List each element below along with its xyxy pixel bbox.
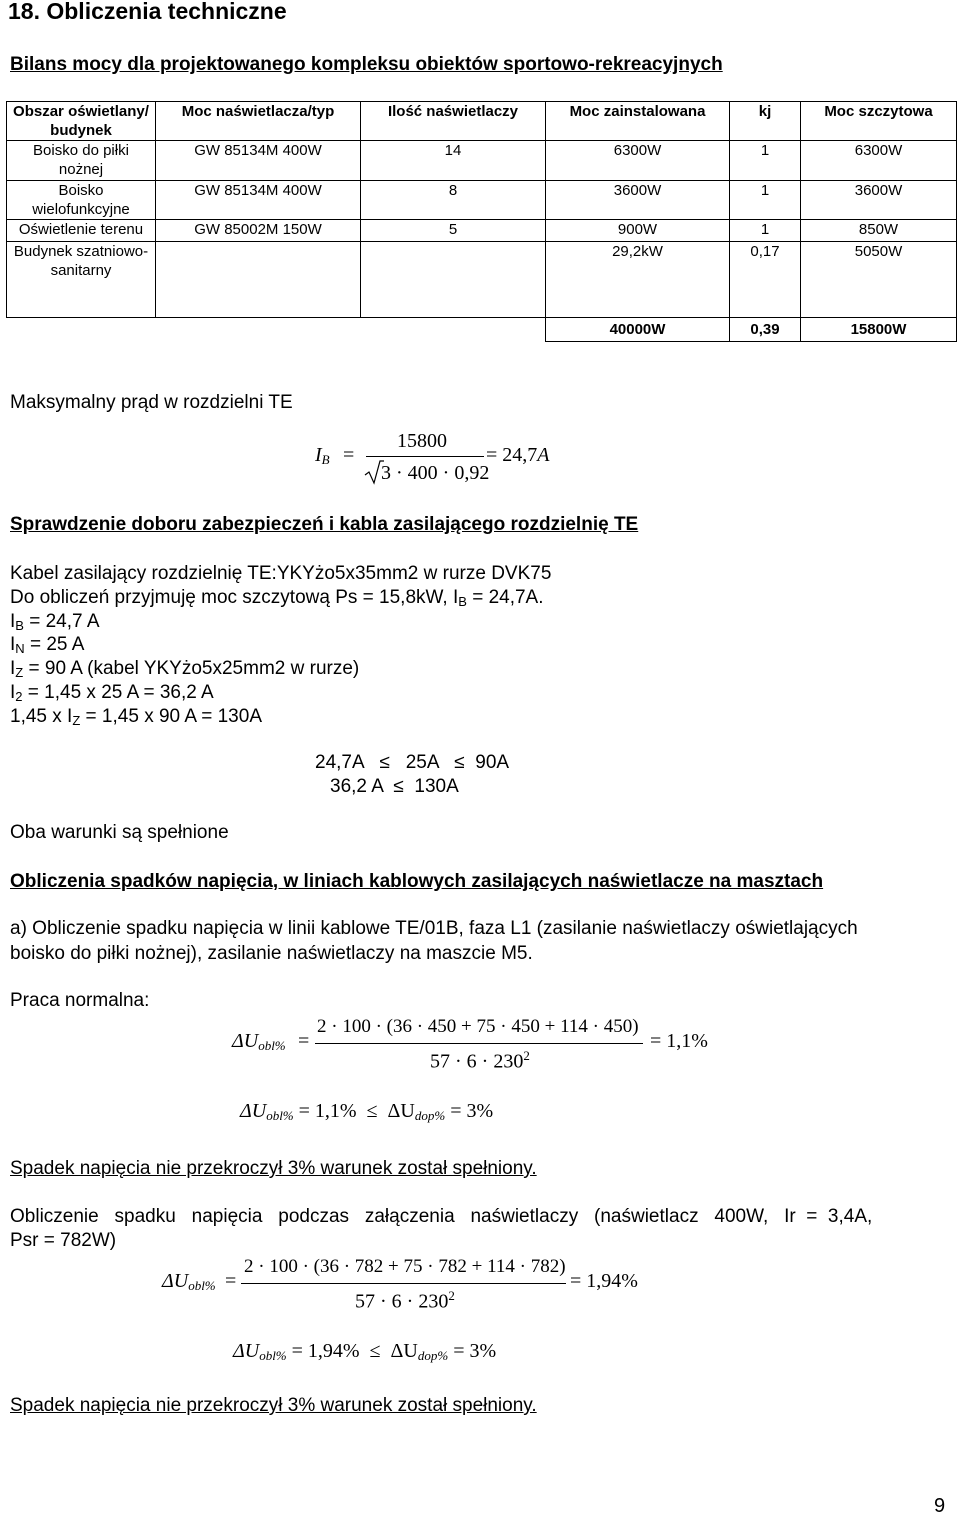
header-cell: kj (730, 102, 801, 141)
in-line: $I_N = 25$ A (10, 634, 85, 656)
voltage-drop-heading: Obliczenia spadków napięcia, w liniach kablowych zasilających naświetlacze na masztach (10, 871, 824, 892)
table-row (7, 181, 957, 220)
fraction-bar (241, 1283, 566, 1284)
table-cell: GW 85002M 150W (156, 220, 361, 242)
table-cell: 14 (361, 141, 546, 181)
table-row (7, 220, 957, 242)
page-number: 9 (934, 1495, 946, 1517)
table-cell: 3600W (801, 181, 957, 220)
total-cell: 40000W (546, 318, 730, 342)
header-cell: Moc zainstalowana (546, 102, 730, 141)
table-cell: Budynek szatniowo-sanitarny (7, 242, 156, 318)
table-cell: 6300W (546, 141, 730, 181)
empty-cell (156, 318, 361, 342)
header-cell: Moc naświetlacza/typ (156, 102, 361, 141)
formula-lhs: $I_B$ (315, 444, 330, 467)
case-a-line-1: a) Obliczenie spadku napięcia w linii kablowe TE/01B, faza L1 (zasilanie naświetlaczy oświetlających (10, 918, 858, 939)
formula-result: = 1,94% (570, 1270, 638, 1292)
table-cell: 6300W (801, 141, 957, 181)
startup-line-1: Obliczenie spadku napięcia podczas załączenia naświetlaczy (naświetlacz 400W, Ir = 3,4A, (10, 1206, 873, 1227)
inequality-2: 36,2 A ≤ 130A (330, 776, 459, 797)
formula-lhs: $\Delta U_{obl\%}$ (232, 1030, 286, 1053)
table-cell: 1 (730, 181, 801, 220)
table-cell: Boisko wielofunkcyjne (7, 181, 156, 220)
table-cell: Boisko do piłki nożnej (7, 141, 156, 181)
formula-result: = 24,7A (486, 444, 550, 466)
result-normal: Spadek napięcia nie przekroczył 3% warunek został spełniony. (10, 1158, 537, 1179)
empty-cell (7, 318, 156, 342)
formula-denominator: $57 \cdot 6 \cdot 230^2$ (355, 1288, 455, 1313)
section-title: 18. Obliczenia techniczne (8, 0, 287, 24)
i2-line: $I_2 = 1,45$ x 25 A = 36,2 A (10, 682, 214, 704)
table-cell: 0,17 (730, 242, 801, 318)
table-cell: 8 (361, 181, 546, 220)
table-cell: Oświetlenie terenu (7, 220, 156, 242)
table-cell (156, 242, 361, 318)
max-current-label: Maksymalny prąd w rozdzielni TE (10, 392, 293, 413)
formula-denominator: 3 · 400 · 0,92 (381, 462, 490, 484)
assumption-line: Do obliczeń przyjmuję moc szczytową Ps = 15,8kW, $I_B = 24,7A$. (10, 587, 544, 609)
table-cell: GW 85134M 400W (156, 181, 361, 220)
table-header-row (7, 102, 957, 141)
startup-line-2: Psr = 782W) (10, 1230, 117, 1251)
total-cell: 0,39 (730, 318, 801, 342)
formula-result: = 1,1% (650, 1030, 708, 1052)
power-balance-table (6, 101, 957, 342)
table-cell (361, 242, 546, 318)
formula-eq: = (298, 1030, 310, 1052)
formula-lhs: $\Delta U_{obl\%}$ (162, 1270, 216, 1293)
iz-line: $I_Z = 90$ A (kabel YKYżo5x25mm2 w rurze) (10, 658, 360, 680)
table-cell: 29,2kW (546, 242, 730, 318)
empty-cell (361, 318, 546, 342)
table-cell: 5050W (801, 242, 957, 318)
header-cell: Moc szczytowa (801, 102, 957, 141)
table-cell: 5 (361, 220, 546, 242)
table-cell: 850W (801, 220, 957, 242)
table-cell: 3600W (546, 181, 730, 220)
check-heading: Sprawdzenie doboru zabezpieczeń i kabla zasilającego rozdzielnię TE (10, 514, 639, 535)
header-cell: Ilość naświetlaczy (361, 102, 546, 141)
table-row (7, 141, 957, 181)
total-cell: 15800W (801, 318, 957, 342)
table-cell: 900W (546, 220, 730, 242)
formula-numerator: 2 · 100 · (36 · 782 + 75 · 782 + 114 · 782) (244, 1256, 566, 1277)
fraction-bar (366, 456, 484, 457)
ib-line: $I_B = 24,7$ A (10, 611, 100, 633)
table-cell: 1 (730, 220, 801, 242)
balance-heading: Bilans mocy dla projektowanego kompleksu obiektów sportowo-rekreacyjnych (10, 54, 723, 75)
formula-eq: = (343, 444, 355, 466)
result-startup: Spadek napięcia nie przekroczył 3% warunek został spełniony. (10, 1395, 537, 1416)
fraction-bar (315, 1043, 643, 1044)
formula-drop-check-normal: $\Delta U_{obl\%} = 1,1\% \le \Delta U_{dop\%} = 3\%$ (240, 1100, 494, 1123)
header-cell: Obszar oświetlany/ budynek (7, 102, 156, 141)
iz-factor-line: 1,45 x $I_Z = 1,45$ x 90 A = 130A (10, 706, 262, 728)
case-a-line-2: boisko do piłki nożnej), zasilanie naświetlaczy na maszcie M5. (10, 943, 533, 964)
conditions-met: Oba warunki są spełnione (10, 822, 229, 843)
normal-operation-label: Praca normalna: (10, 990, 150, 1011)
table-totals-row (7, 318, 957, 342)
table-cell: 1 (730, 141, 801, 181)
formula-eq: = (225, 1270, 237, 1292)
cable-line: Kabel zasilający rozdzielnię TE:YKYżo5x35mm2 w rurze DVK75 (10, 563, 552, 584)
table-cell: GW 85134M 400W (156, 141, 361, 181)
table-row (7, 242, 957, 318)
formula-drop-check-startup: $\Delta U_{obl\%} = 1,94\% \le \Delta U_{dop\%} = 3\%$ (233, 1340, 497, 1363)
formula-denominator: $57 \cdot 6 \cdot 230^2$ (430, 1048, 530, 1073)
inequality-1: 24,7A ≤ 25A ≤ 90A (315, 752, 510, 773)
formula-numerator: 15800 (397, 430, 447, 452)
formula-numerator: 2 · 100 · (36 · 450 + 75 · 450 + 114 · 450) (317, 1016, 639, 1037)
